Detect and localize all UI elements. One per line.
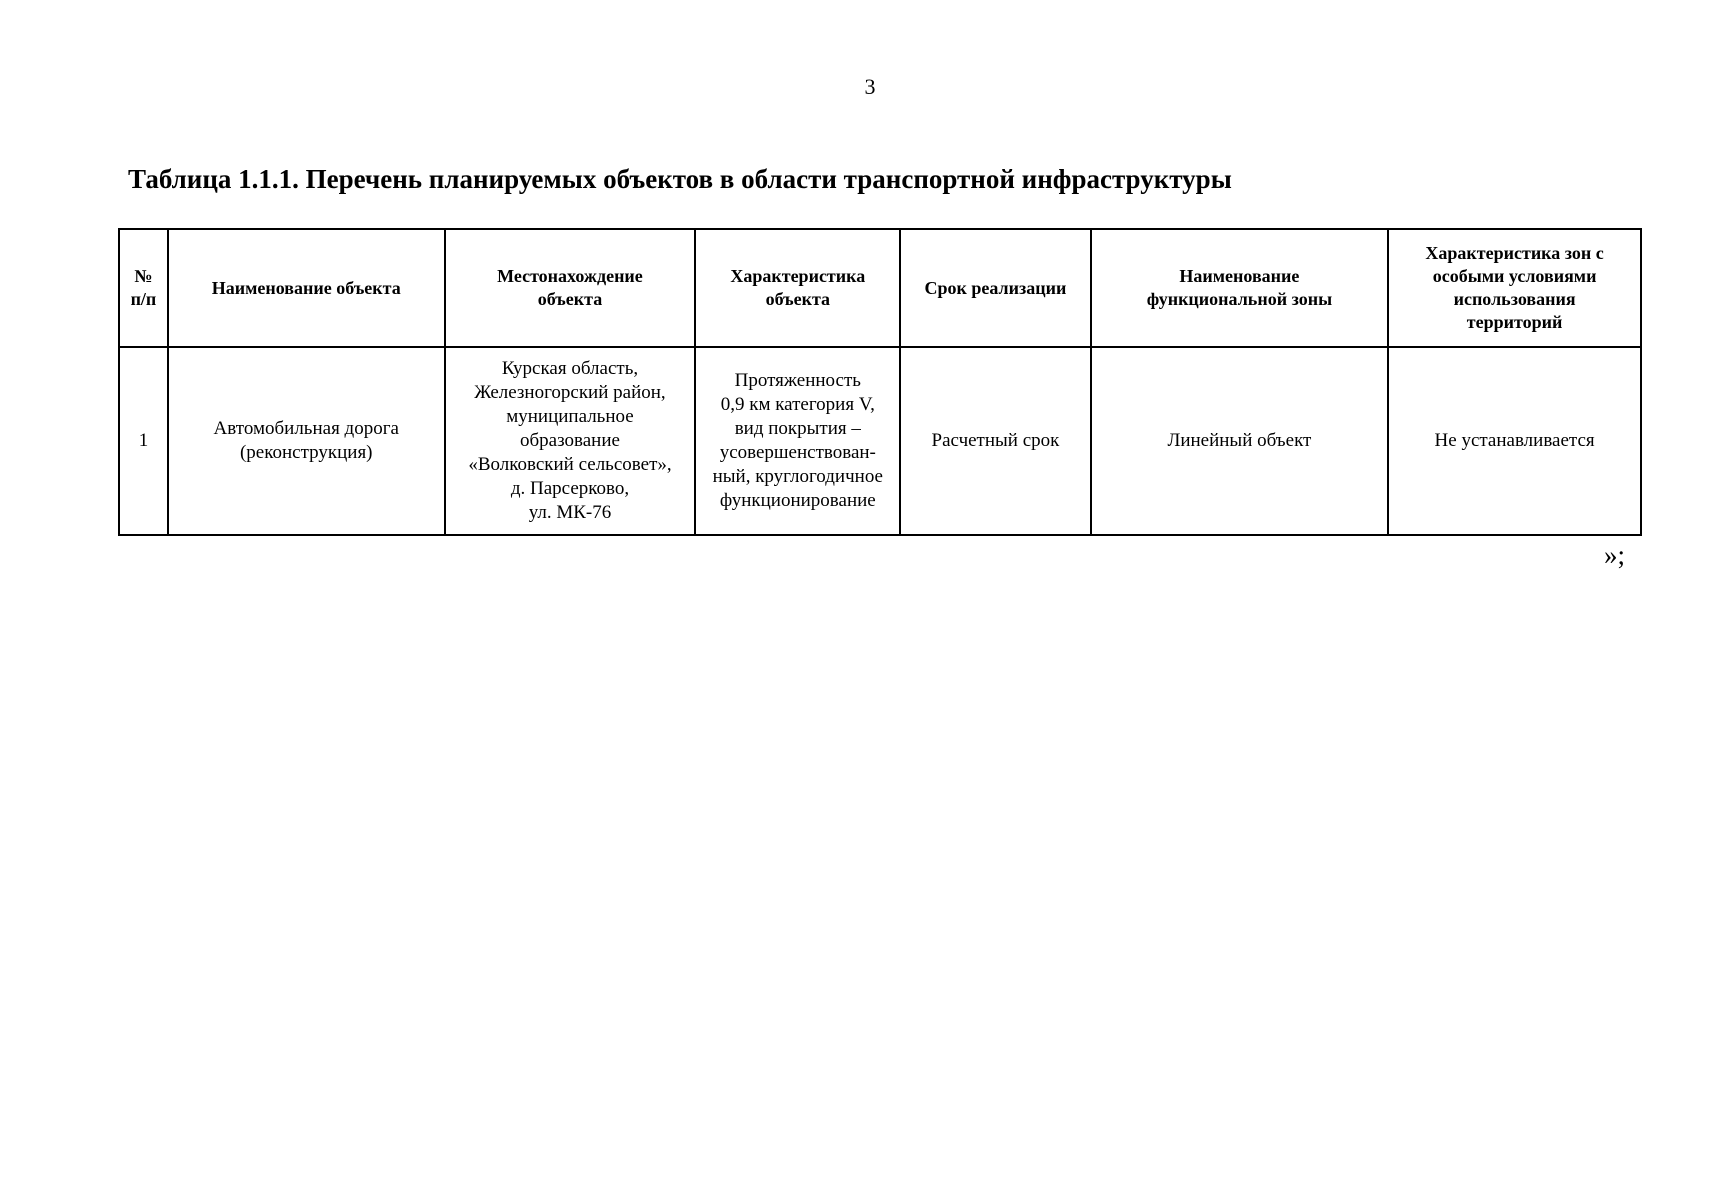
cell-text-line: Протяженность xyxy=(734,370,861,391)
header-text-line: п/п xyxy=(130,289,157,309)
header-text-line: Наименование объекта xyxy=(211,277,401,298)
header-text-line: Наименование xyxy=(1179,266,1300,286)
cell-text-line: муниципальное xyxy=(506,406,634,427)
page-number: 3 xyxy=(864,74,876,99)
cell-text-line: Не устанавливается xyxy=(1434,430,1595,451)
header-text-line: функциональной зоны xyxy=(1146,289,1333,309)
cell-special-zones xyxy=(1388,347,1641,535)
cell-text-line: образование xyxy=(520,430,620,451)
cell-text-line: усовершенствован- xyxy=(719,442,876,463)
header-text-line: использования xyxy=(1453,289,1576,309)
header-term xyxy=(900,229,1090,347)
header-location xyxy=(445,229,696,347)
cell-text-line: Линейный объект xyxy=(1167,430,1312,451)
header-number xyxy=(119,229,168,347)
header-text-line: Характеристика зон с xyxy=(1425,243,1604,263)
cell-location xyxy=(445,347,696,535)
header-text-line: особыми условиями xyxy=(1432,266,1597,286)
header-text-line: объекта xyxy=(765,289,831,309)
cell-characteristic xyxy=(695,347,900,535)
cell-object-name xyxy=(168,347,445,535)
cell-text-line: ный, круглогодичное xyxy=(712,466,883,487)
cell-text-line: 1 xyxy=(138,430,149,451)
header-object-name xyxy=(168,229,445,347)
cell-number xyxy=(119,347,168,535)
cell-text-line: функционирование xyxy=(719,490,876,511)
objects-table xyxy=(118,228,1642,536)
header-text-line: объекта xyxy=(537,289,603,309)
cell-text-line: Курская область, xyxy=(501,358,639,379)
cell-text-line: 0,9 км категория V, xyxy=(720,394,875,415)
cell-text-line: Расчетный срок xyxy=(931,430,1060,451)
header-characteristic xyxy=(695,229,900,347)
cell-functional-zone xyxy=(1091,347,1389,535)
header-text-line: территорий xyxy=(1466,312,1563,332)
cell-text-line: Автомобильная дорога xyxy=(213,418,399,439)
header-text-line: Местонахождение xyxy=(497,266,643,286)
cell-text-line: Железногорский район, xyxy=(474,382,666,403)
cell-term xyxy=(900,347,1090,535)
cell-text-line: (реконструкция) xyxy=(239,442,373,463)
header-text-line: Срок реализации xyxy=(924,277,1067,298)
header-functional-zone xyxy=(1091,229,1389,347)
header-text-line: Характеристика xyxy=(730,266,866,286)
cell-text-line: ул. МК-76 xyxy=(528,502,612,523)
cell-text-line: вид покрытия – xyxy=(734,418,861,439)
header-special-zones xyxy=(1388,229,1641,347)
table-title: Таблица 1.1.1. Перечень планируемых объектов в области транспортной инфраструктуры xyxy=(128,164,1232,194)
closing-quote-mark: »; xyxy=(1604,540,1626,570)
table-header-row xyxy=(119,229,1641,347)
header-text-line: № xyxy=(134,266,153,286)
table-row xyxy=(119,347,1641,535)
cell-text-line: д. Парсерково, xyxy=(510,478,630,499)
cell-text-line: «Волковский сельсовет», xyxy=(468,454,672,475)
